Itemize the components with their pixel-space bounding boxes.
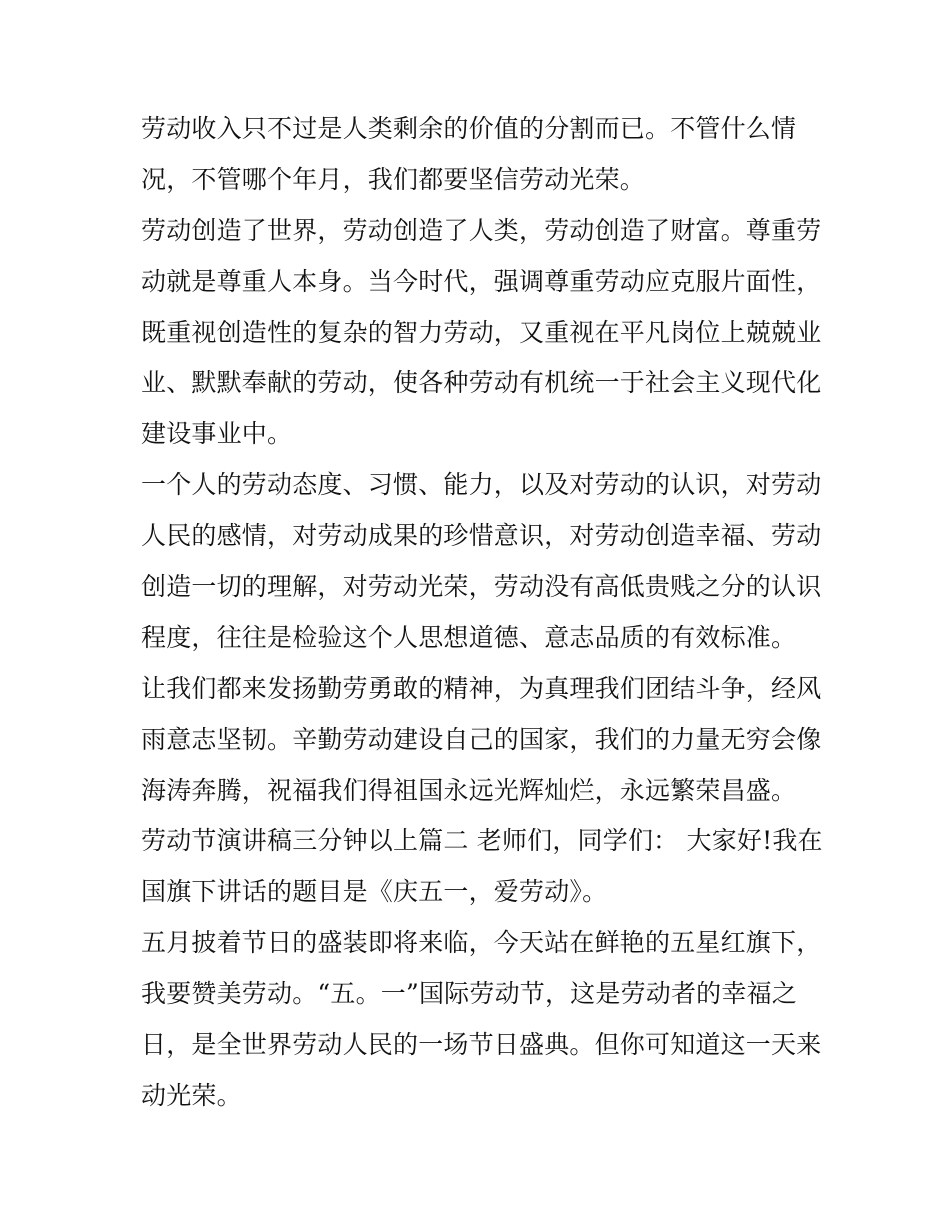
text-line: 让我们都来发扬勤劳勇敢的精神，为真理我们团结斗争，经风 [141,673,822,703]
text-line: 动光荣。 [141,1080,242,1110]
text-line: 程度，往往是检验这个人思想道德、意志品质的有效标准。 [141,622,797,652]
text-line: 建设事业中。 [141,419,293,449]
text-line: 动就是尊重人本身。当今时代，强调尊重劳动应克服片面性， [141,266,822,296]
text-line: 既重视创造性的复杂的智力劳动，又重视在平凡岗位上兢兢业 [141,317,822,347]
text-line: 创造一切的理解，对劳动光荣，劳动没有高低贵贱之分的认识 [141,572,822,602]
text-line: 五月披着节日的盛装即将来临，今天站在鲜艳的五星红旗下， [141,928,822,958]
text-line: 一个人的劳动态度、习惯、能力，以及对劳动的认识，对劳动 [141,470,822,500]
text-line: 雨意志坚韧。辛勤劳动建设自己的国家，我们的力量无穷会像 [141,724,822,754]
text-line: 业、默默奉献的劳动，使各种劳动有机统一于社会主义现代化 [141,368,822,398]
text-line: 人民的感情，对劳动成果的珍惜意识，对劳动创造幸福、劳动 [141,521,822,551]
text-line: 劳动收入只不过是人类剩余的价值的分割而已。不管什么情 [141,114,797,143]
text-line: 国旗下讲话的题目是《庆五一，爱劳动》。 [141,877,608,907]
text-line: 劳动节演讲稿三分钟以上篇二 老师们，同学们： 大家好!我在 [141,826,823,856]
document-body [141,104,821,1122]
text-line: 劳动创造了世界，劳动创造了人类，劳动创造了财富。尊重劳 [141,215,822,245]
text-line: 我要赞美劳动。“五。一”国际劳动节，这是劳动者的幸福之 [141,979,797,1009]
text-line: 日，是全世界劳动人民的一场节日盛典。但你可知道这一天来 [141,1030,822,1060]
text-line: 海涛奔腾，祝福我们得祖国永远光辉灿烂，永远繁荣昌盛。 [141,775,797,805]
text-line: 况，不管哪个年月，我们都要坚信劳动光荣。 [141,164,646,194]
